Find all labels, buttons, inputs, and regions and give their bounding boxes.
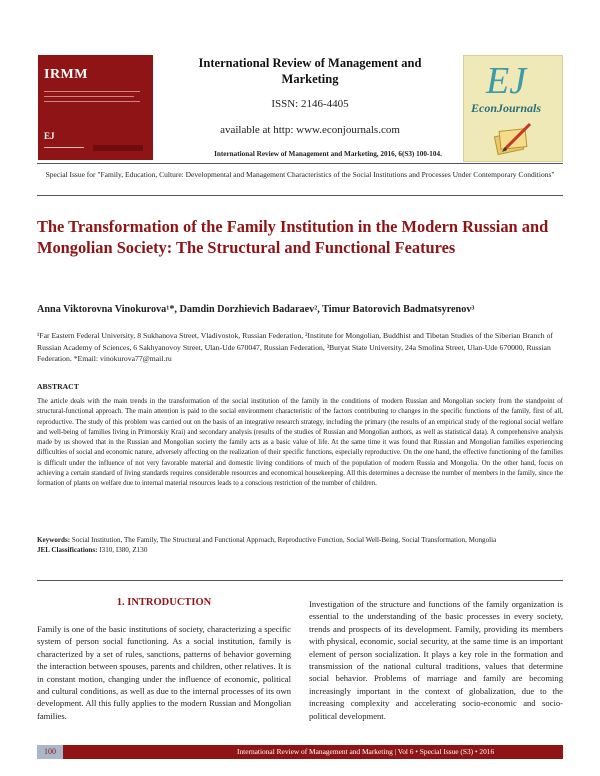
pen-icon [490,120,536,156]
cover-title: IRMM [44,67,88,82]
cover-line [44,147,84,148]
jel-label: JEL Classifications: [37,546,98,555]
special-issue-note: Special Issue for "Family, Education, Culture: Developmental and Management Characteristics of the Social Institutions and Processes Under Contemporary Conditions" [45,170,555,179]
body-column-left: Family is one of the basic institutions of society, characterizing a specific system of person social functioning. As a social institution, family is characterized by a set of rules, sanctions, patterns of behavior governing the interaction between spouses, parents and children, other relatives. It is in constant motion, changing under the influence of economic, political and cultural conditions, as well as due to the internal processes of its own development. All this fully applies to the modern Russian and Mongolian families. [37,624,291,721]
affiliations: ¹Far Eastern Federal University, 8 Sukhanova Street, Vladivostok, Russian Federation, ²Institute for Mongolian, Buddhist and Tibetan Studies of the Siberian Branch of Russian Academy of Sciences, 6 Sakhyanovoy Street, Ulan-Ude 670047, Russian Federation, ³Buryat State University, 24a Smolina Street, Ulan-Ude 670000, Russian Federation. *Email: vinokurova77@mail.ru [37,331,553,364]
keywords-block [37,535,563,556]
journal-url: available at http: www.econjournals.com [220,124,400,136]
cover-line [44,91,140,92]
footer-text: International Review of Management and Marketing | Vol 6 • Special Issue (S3) • 2016 [237,747,495,756]
econjournals-logo [463,55,563,162]
body-column-right: Investigation of the structure and functions of the family organization is essential to the understanding of the basic processes in every society, trends and prospects of its development. Family, providing its members with physical, economic, social security, at the same time is an important element of person socialization. It plays a key role in the formation and transmission of the national cultural traditions, values that determine social behavior. Problems of marriage and family are becoming increasingly important in the context of globalization, due to the increasing complexity and accelerating socio-economic and socio-political development. [309,599,563,721]
citation-line: International Review of Management and Marketing, 2016, 6(S3) 100-104. [214,150,442,158]
cover-line [44,96,134,97]
divider [37,195,563,196]
jel-codes: I310, I380, Z130 [99,546,148,555]
cover-band [93,145,143,151]
journal-cover-image [38,55,153,160]
cover-badge: EJ [44,131,55,141]
page-footer [37,745,563,759]
keywords-text: Social Institution, The Family, The Structural and Functional Approach, Reproductive Function, Social Well-Being, Social Transformation, Mongolia [71,536,497,544]
divider [37,580,563,581]
article-title: The Transformation of the Family Institution in the Modern Russian and Mongolian Society: The Structural and Functional Features [37,217,549,257]
logo-name: EconJournals [471,101,542,115]
abstract-text: The article deals with the main trends in the transformation of the social institution of the family in the conditions of modern Russian and Mongolian society from the standpoint of structural-functional approach. The main attention is paid to the social environment characteristic of the factors contributing to changes in the specific functions of the family, first of all, reproductive. The study of this problem was carried out on the basis of an integrative research strategy, including the primary (the results of an empirical study of the regional social welfare and well-being of families living in Primorskiy Krai) and secondary analysis (results of the studies of Russian and Mongolian authors, as well as statistical data). A comprehensive analysis made by us showed that in the Russian and Mongolian society the family acts as a basic value of life. At the same time it was found that Russian and Mongolian families experiencing difficulties of social and economic nature, adversely affecting on the realization of their specific functions, especially reproductive. On the one hand, the effective functioning of the families is difficult under the influence of not very favorable material and domestic living conditions of much of the population of modern Russia and Mongolia. On the other hand, focus on achieving a certain standard of living standards requires considerable resources and economical housekeeping. All this determines a decrease the number of members in the family, since the formation of plants on welfare due to internal material resources leads to a conscious restriction of the number of children. [37,397,563,488]
journal-title: International Review of Management and Marketing [198,56,422,86]
page-number: 100 [37,745,63,759]
abstract-heading: ABSTRACT [37,382,79,391]
cover-line [44,101,140,102]
issn: ISSN: 2146-4405 [271,98,349,110]
author-list: Anna Viktorovna Vinokurova¹*, Damdin Dorzhievich Badaraev², Timur Batorovich Badmatsyrenov³ [37,304,475,315]
section-heading: 1. INTRODUCTION [116,597,212,608]
divider [37,163,563,164]
keywords-label: Keywords: [37,536,71,544]
logo-mark: EJ [486,60,527,102]
